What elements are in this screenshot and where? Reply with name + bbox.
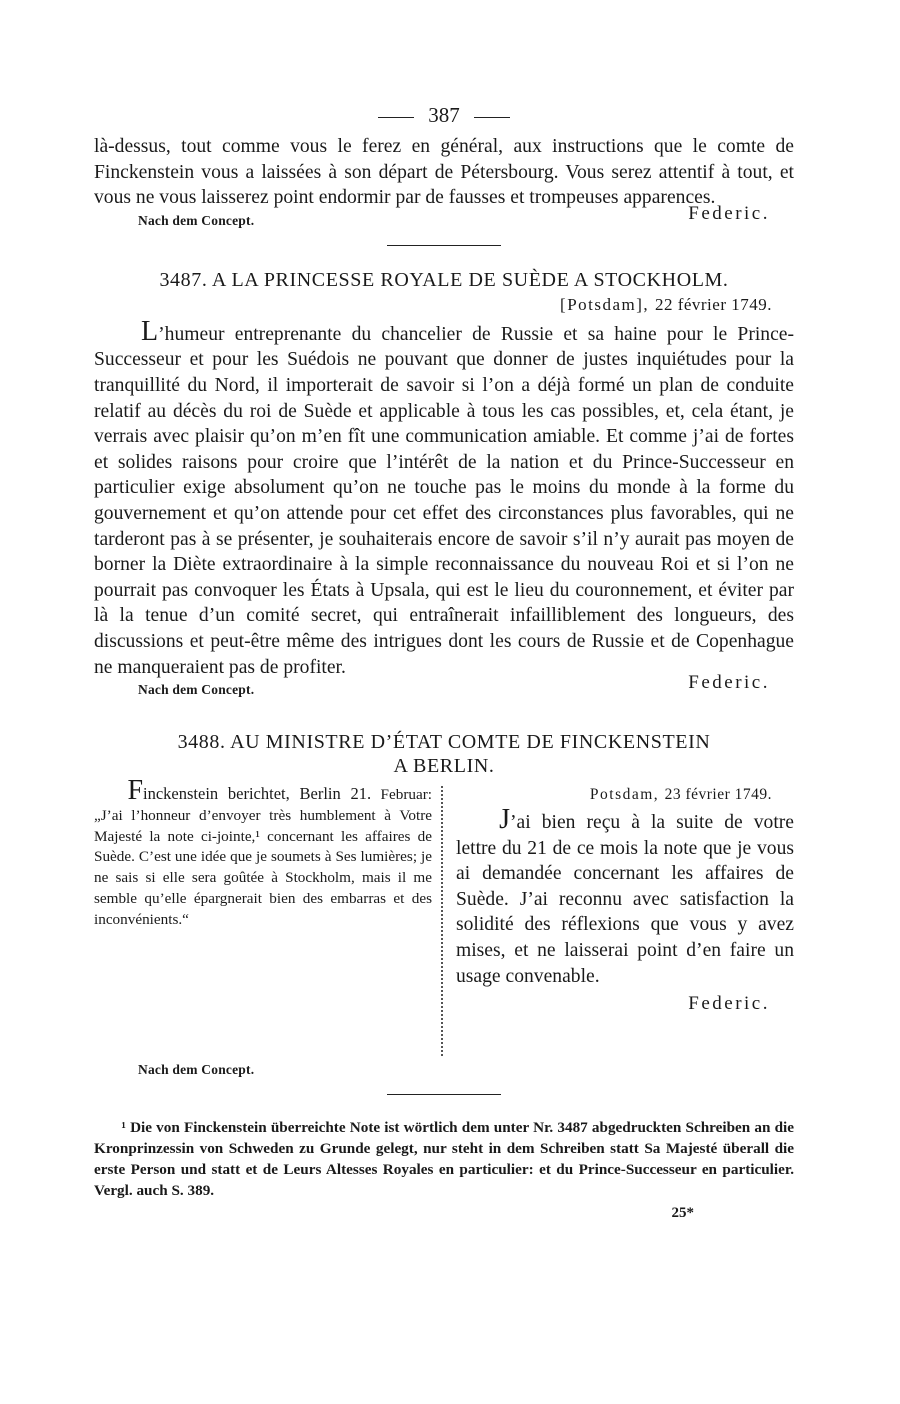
letter-3487-heading: 3487. A LA PRINCESSE ROYALE DE SUÈDE A STOCKHOLM. (159, 268, 729, 291)
letter-3488-reply-initial: J (499, 804, 511, 836)
letter-3488-reply-body: ’ai bien reçu à la suite de votre lettre du 21 de ce mois la note que je vous ai demandée concernant les affaires de Suède. J’ai reconnu avec satisfaction la solidité des réflexions que vous y avez mises, et ne laisserai point d’en faire un usage convenable. (456, 812, 794, 987)
letter-3488-reply-column (456, 784, 794, 1015)
letter-3488-place: Potsdam, (589, 786, 660, 804)
page-number-dash-right (474, 117, 510, 118)
letter-3487-dateline (94, 294, 772, 316)
letter-3488-report-intro: inckenstein berichtet, Berlin 21. (143, 784, 372, 804)
letter-3488-report-body: Februar: „J’ai l’honneur d’envoyer très humblement à Votre Majesté la note ci-jointe,¹ concernant les affaires de Suède. C’est une idée que je soumets à Ses lumières; je ne sais si elle sera goûtée à Stockholm, mais il me semble qu’elle épargnerait bien des embarras et des inconvénients.“ (94, 786, 432, 928)
letter-3487-initial: L (141, 315, 159, 347)
letter-3488-heading-line1: 3488. AU MINISTRE D’ÉTAT COMTE DE FINCKENSTEIN (177, 731, 711, 754)
letter-3487-place: [Potsdam], (560, 294, 650, 314)
top-signature-line (94, 202, 794, 237)
letter-3488-heading-line2: A BERLIN. (393, 755, 495, 778)
letter-3488-dateline (456, 784, 772, 806)
letter-3487-paragraph (94, 315, 794, 680)
letter-3488-report-column (94, 775, 432, 931)
footnote: ¹ Die von Finckenstein überreichte Note ist wörtlich dem unter Nr. 3487 abgedruckten Schreiben an die Kronprinzessin von Schweden zu Grunde gelegt, nur steht in dem Schreiben statt Sa Majesté überall die erste Person und statt et de Leurs Altesses Royales en particulier: et du Prince-Successeur en particulier. Vergl. auch S. 389. (94, 1119, 794, 1200)
letter-3488-date: 23 février 1749. (664, 786, 772, 804)
letter-3488-columns (94, 775, 794, 1060)
top-paragraph: là-dessus, tout comme vous le ferez en général, aux instructions que le comte de Finckenstein vous a laissées à son départ de Pétersbourg. Vous serez attentif à tout, et vous ne vous laisserez point endormir par de fausses et trompeuses apparences. (94, 136, 794, 209)
column-divider (441, 786, 443, 1056)
letter-3487-signature: Federic. (688, 672, 770, 694)
letter-3488-source-line (94, 1060, 794, 1086)
document-page (94, 100, 794, 1222)
page-number (94, 100, 794, 134)
top-signature: Federic. (688, 202, 770, 224)
letter-3488-reply-text (456, 804, 794, 989)
letter-3488-signature: Federic. (688, 993, 770, 1015)
letter-3488-report-initial: F (127, 775, 144, 807)
sheet-mark: 25* (671, 1205, 694, 1222)
footnote-rule (387, 1094, 501, 1095)
letter-3488-source-note: Nach dem Concept. (138, 1062, 255, 1078)
page-number-dash-left (378, 117, 414, 118)
letter-3488-report-text (94, 775, 432, 931)
top-source-note: Nach dem Concept. (138, 212, 255, 228)
section-rule (387, 245, 501, 246)
letter-3487-date: 22 février 1749. (654, 294, 772, 314)
letter-3487-signature-line (94, 672, 794, 706)
letter-3487-source-note: Nach dem Concept. (138, 682, 255, 698)
letter-3487-text: ’humeur entreprenante du chancelier de Russie et sa haine pour le Prince-Successeur et pour les Suédois ne pouvant que donner de justes inquiétudes pour la tranquillité du Nord, il importerait de savoir si l’on a déjà formé un plan de conduite relatif au décès du roi de Suède et applicable à tous les cas possibles, et, cela étant, je verrais avec plaisir qu’on m’en fît une communication amiable. Et comme j’ai de fortes et solides raisons pour croire que l’intérêt de la nation et du Prince-Successeur en particulier exige absolument qu’on ne touche pas le moins du monde à la forme du gouvernement et qu’on attende pour cet effet des circonstances plus favorables, qui ne tarderont pas à se présenter, je souhaiterais encore de savoir s’il n’y aurait pas moyen de borner la Diète extraordinaire à la simple reconnaissance du nouveau Roi et si l’on ne pourrait pas convoquer les États à Upsala, qui est le lieu du couronnement, et éviter par là la tenue d’un comité secret, qui entraînerait infailliblement des longueurs, des discussions et peut-être même des intrigues dont les cours de Russie et de Copenhague ne manqueraient pas de profiter. (94, 323, 794, 678)
page-number-text: 387 (428, 103, 460, 127)
